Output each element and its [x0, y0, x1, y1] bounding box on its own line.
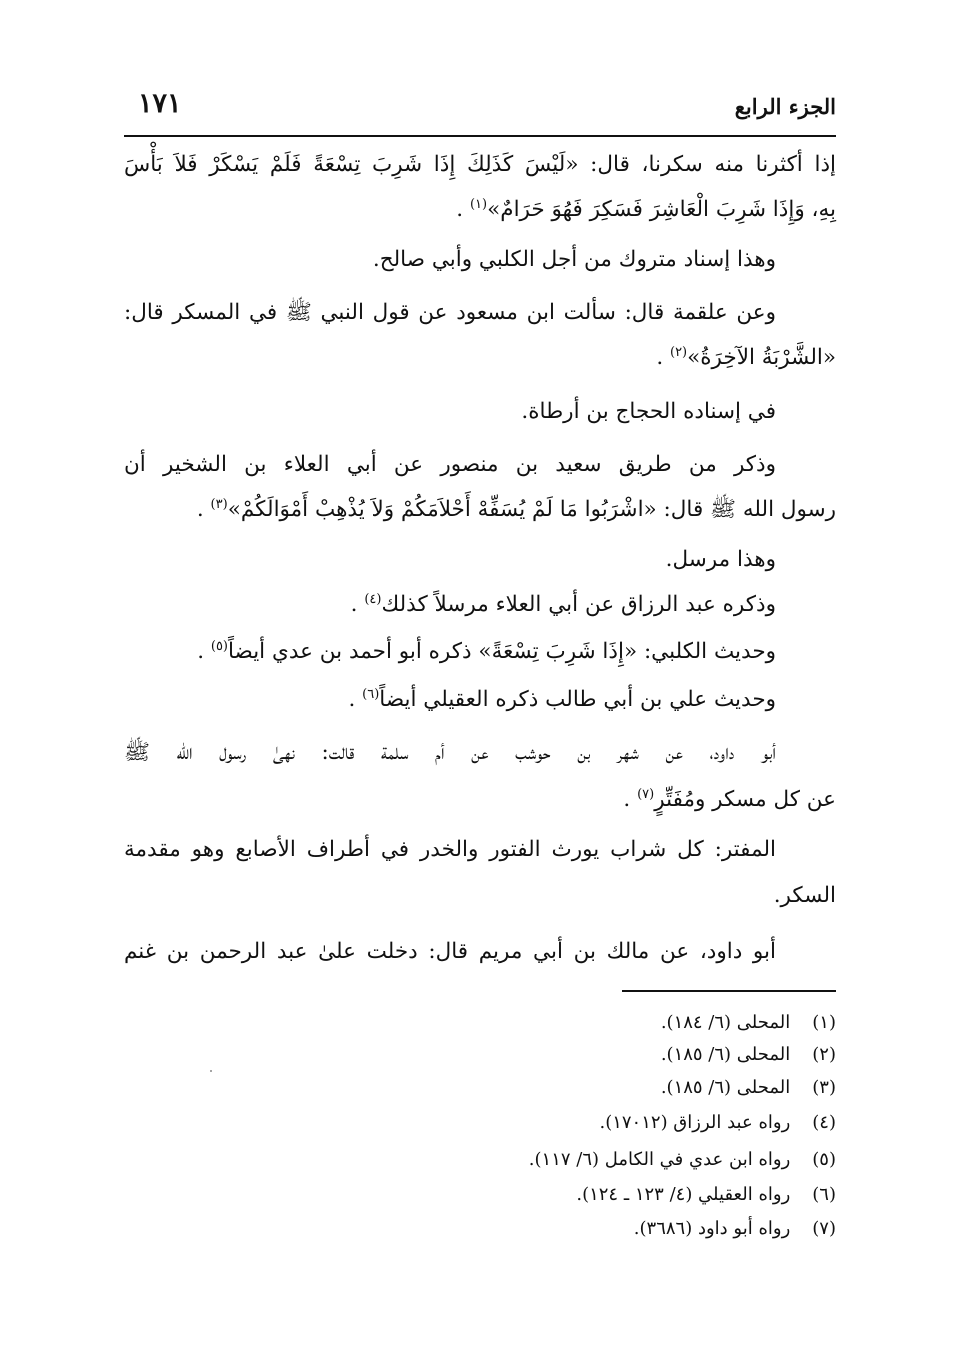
- text-line: وعن علقمة قال: سألت ابن مسعود عن قول النبي ﷺ في المسكر قال:: [124, 300, 776, 325]
- footnote-number: (٣): [812, 1077, 836, 1098]
- footnote: [124, 1008, 836, 1038]
- footnote-number: (١): [812, 1012, 836, 1033]
- text-line: وحديث الكلبي: «إِذَا شَرِبَ تِسْعَةً» ذكره أبو أحمد بن عدي أيضاً$^{(٥)}$ .: [197, 638, 776, 664]
- text-line: عن كل مسكر ومُفَتِّرٍ$^{(٧)}$ .: [623, 786, 836, 812]
- header-rule: [124, 135, 836, 137]
- footnote-number: (٢): [812, 1044, 836, 1065]
- footnote-mark: (٢): [669, 344, 688, 360]
- text-line: إذا أكثرنا منه سكرنا، قال: «لَيْسَ كَذَلِكَ إِذَا شَرِبَ تِسْعَةً فَلَمْ يَسْكَرْ فَلاَ بَأْسَ: [124, 152, 836, 177]
- footnote-text: رواه عبد الرزاق (١٧٠١٢).: [599, 1112, 791, 1133]
- footnote-mark: (٣): [210, 496, 228, 512]
- running-title: الجزء الرابع: [734, 94, 836, 119]
- text-line: المفتر: كل شراب يورث الفتور والخدر في أطراف الأصابع وهو مقدمة: [124, 837, 776, 862]
- text-line: وحديث علي بن أبي طالب ذكره العقيلي أيضاً$^{(٦)}$ .: [348, 686, 776, 712]
- footnote-mark: (٦): [362, 686, 380, 702]
- footnote-mark: (٤): [364, 591, 382, 607]
- footnote-mark: (١): [469, 196, 488, 212]
- footnote-mark: (٧): [637, 786, 655, 802]
- footnote-number: (٦): [812, 1184, 836, 1205]
- footnote-rule: [622, 990, 836, 992]
- text-line: السكر.: [773, 883, 836, 908]
- footnote-text: رواه العقيلي (٤/ ١٢٣ ـ ١٢٤).: [576, 1184, 791, 1205]
- text-line: رسول الله ﷺ قال: «اشْرَبُوا مَا لَمْ يُسَفِّهْ أَحْلاَمَكُمْ وَلاَ يُذْهِبْ أَمْوَالَكُمْ»$^{(٣)}$ .: [196, 496, 836, 522]
- footnote: [124, 1073, 836, 1103]
- footnote-number: (٥): [812, 1149, 836, 1170]
- page-header: [124, 88, 836, 128]
- text-line: بِهِ، وَإِذَا شَرِبَ الْعَاشِرَ فَسَكِرَ فَهُوَ حَرَامٌ»$^{(١)}$ .: [456, 196, 836, 222]
- text-line: «الشَّرْبَةُ الآخِرَةُ»$^{(٢)}$ .: [656, 344, 836, 370]
- page-number: ١٧١: [138, 88, 182, 119]
- text-line: أبو داود، عن مالك بن أبي مريم قال: دخلت علىٰ عبد الرحمن بن غنم: [124, 939, 776, 964]
- footnote-mark: (٥): [210, 638, 228, 654]
- text-line: أبو داود، عن شهر بن حوشب عن أم سلمة قالت: نهىٰ رسول الله ﷺ: [124, 740, 776, 765]
- footnote-text: المحلى (٦/ ١٨٥).: [660, 1077, 791, 1098]
- text-line: وذكر من طريق سعيد بن منصور عن أبي العلاء بن الشخير أن: [124, 452, 776, 477]
- footnote-text: المحلى (٦/ ١٨٤).: [660, 1012, 791, 1033]
- text-line: وذكره عبد الرزاق عن أبي العلاء مرسلاً كذلك$^{(٤)}$ .: [350, 591, 776, 617]
- footnote-text: رواه أبو داود (٣٦٨٦).: [633, 1218, 791, 1239]
- text-line: وهذا إسناد متروك من أجل الكلبي وأبي صالح.: [372, 247, 776, 272]
- footnote: [124, 1180, 836, 1210]
- scan-speck: [210, 1070, 212, 1072]
- text-line: وهذا مرسل.: [665, 547, 776, 572]
- footnote: [124, 1145, 836, 1175]
- footnote: [124, 1040, 836, 1070]
- footnote: [124, 1214, 836, 1244]
- footnote-number: (٧): [812, 1218, 836, 1239]
- footnote: [124, 1108, 836, 1138]
- footnote-text: رواه ابن عدي في الكامل (٦/ ١١٧).: [528, 1149, 791, 1170]
- footnote-number: (٤): [812, 1112, 836, 1133]
- text-line: في إسناده الحجاج بن أرطاة.: [521, 399, 776, 424]
- footnote-text: المحلى (٦/ ١٨٥).: [660, 1044, 791, 1065]
